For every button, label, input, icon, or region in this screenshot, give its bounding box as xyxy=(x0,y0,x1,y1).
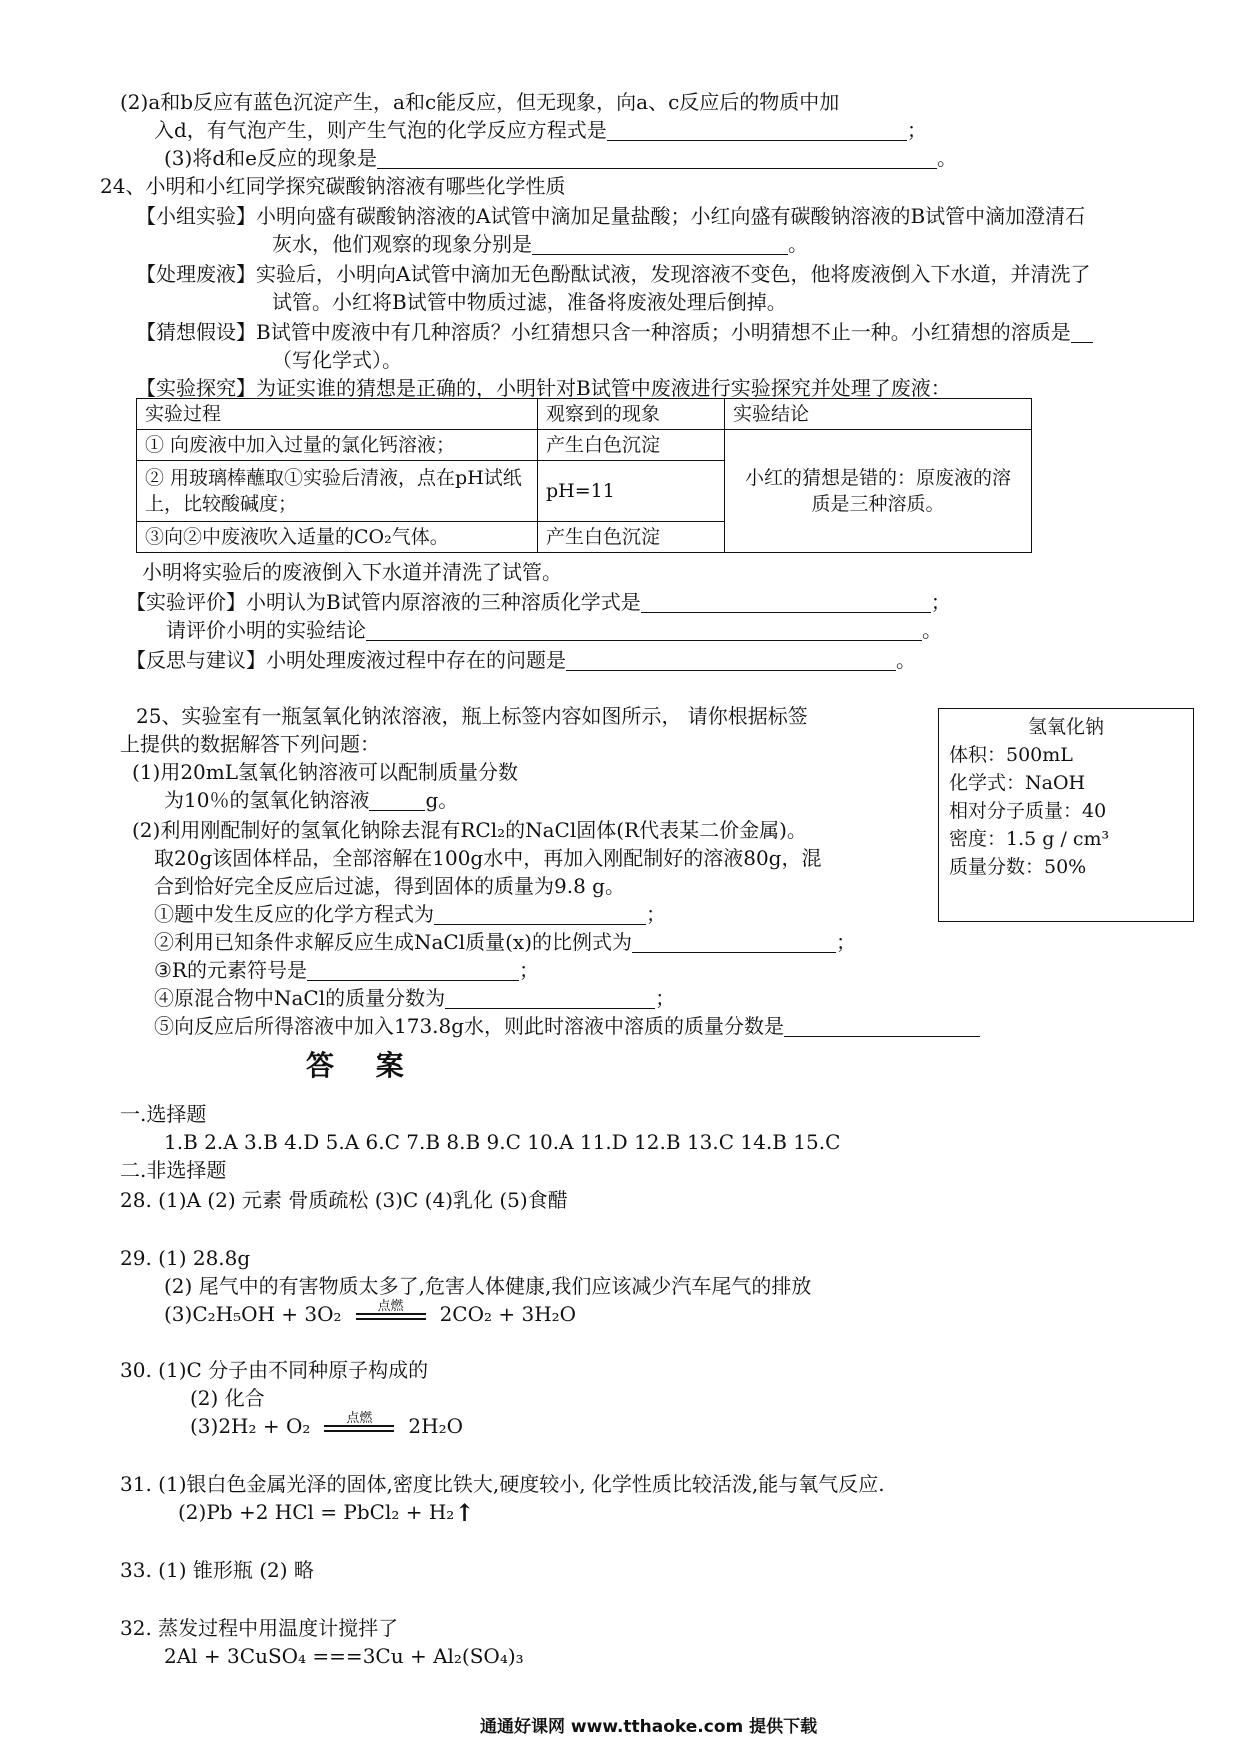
answer-33: 33. (1) 锥形瓶 (2) 略 xyxy=(120,1558,314,1582)
q24-eval-1 xyxy=(126,588,951,616)
answer-blank[interactable] xyxy=(369,790,425,811)
equation-right: 2H₂O xyxy=(408,1414,463,1438)
punct: 。 xyxy=(896,648,916,672)
q25-p1b xyxy=(164,786,458,814)
q25-s1 xyxy=(154,900,666,928)
q24-eval-1-text: 【实验评价】小明认为B试管内原溶液的三种溶质化学式是 xyxy=(126,590,641,614)
q24-eval-2 xyxy=(166,616,942,644)
q25-p2c: 合到恰好完全反应后过滤，得到固体的质量为9.8 g。 xyxy=(154,874,625,898)
label-name: 氢氧化钠 xyxy=(1027,716,1104,738)
q25-p1a: (1)用20mL氢氧化钠溶液可以配制质量分数 xyxy=(132,760,519,784)
label-mw: 相对分子质量：40 xyxy=(949,800,1107,822)
table-cell-process: ③向②中废液吹入适量的CO₂气体。 xyxy=(137,522,538,553)
answer-29-1: 29. (1) 28.8g xyxy=(120,1246,251,1270)
answer-blank[interactable] xyxy=(307,960,519,981)
answer-32-2: 2Al + 3CuSO₄ ===3Cu + Al₂(SO₄)₃ xyxy=(164,1644,524,1668)
answer-blank[interactable] xyxy=(1071,322,1093,343)
q24-explore: 【实验探究】为证实谁的猜想是正确的，小明针对B试管中废液进行实验探究并处理了废液： xyxy=(136,376,951,400)
equation-left: (3)2H₂ + O₂ xyxy=(190,1414,311,1438)
table-cell-process: ② 用玻璃棒蘸取①实验后清液，点在pH试纸上，比较酸碱度； xyxy=(137,461,538,522)
table-cell-phenomenon: 产生白色沉淀 xyxy=(538,522,725,553)
punct: 。 xyxy=(936,146,957,170)
q24-group-exp-1: 【小组实验】小明向盛有碳酸钠溶液的A试管中滴加足量盐酸；小红向盛有碳酸钠溶液的B试管中滴加澄清石 xyxy=(136,204,1086,228)
q24-title: 24、小明和小红同学探究碳酸钠溶液有哪些化学性质 xyxy=(100,174,566,198)
table-cell-phenomenon: 产生白色沉淀 xyxy=(538,430,725,461)
q24-eval-2-text: 请评价小明的实验结论 xyxy=(166,618,366,642)
answer-32-1: 32. 蒸发过程中用温度计搅拌了 xyxy=(120,1616,399,1640)
q24-guess-2: （写化学式）。 xyxy=(272,348,402,372)
label-fraction: 质量分数：50% xyxy=(949,856,1087,878)
condition-label: 点燃 xyxy=(377,1299,404,1314)
unit: g。 xyxy=(425,788,459,812)
q24-waste-2: 试管。小红将B试管中物质过滤，准备将废液处理后倒掉。 xyxy=(272,290,787,314)
q23-line2a: (2)a和b反应有蓝色沉淀产生，a和c能反应，但无现象，向a、c反应后的物质中加 xyxy=(120,90,840,114)
up-arrow-icon: ↑ xyxy=(454,1498,475,1527)
punct: ； xyxy=(836,930,857,954)
q25-s5-text: ⑤向反应后所得溶液中加入173.8g水，则此时溶液中溶质的质量分数是 xyxy=(154,1014,785,1038)
q25-s2-text: ②利用已知条件求解反应生成NaCl质量(x)的比例式为 xyxy=(154,930,633,954)
q24-group-exp-2-text: 灰水，他们观察的现象分别是 xyxy=(272,232,532,256)
table-header: 实验过程 xyxy=(137,399,538,430)
q24-group-exp-2 xyxy=(272,230,808,258)
footer-credit: 通通好课网 www.tthaoke.com 提供下载 xyxy=(480,1717,818,1737)
answer-30-1: 30. (1)C 分子由不同种原子构成的 xyxy=(120,1358,429,1382)
answer-blank[interactable] xyxy=(434,904,646,925)
punct: ； xyxy=(655,986,676,1010)
q23-line3-text: (3)将d和e反应的现象是 xyxy=(164,146,377,170)
answer-blank[interactable] xyxy=(366,620,922,641)
answer-blank[interactable] xyxy=(445,988,655,1009)
q24-reflect xyxy=(126,646,916,674)
punct: 。 xyxy=(788,232,808,256)
q23-line3 xyxy=(164,144,957,172)
answer-blank[interactable] xyxy=(377,148,937,169)
punct: ； xyxy=(646,902,666,926)
label-volume: 体积：500mL xyxy=(949,744,1073,766)
q25-s2 xyxy=(154,928,856,956)
q24-reflect-text: 【反思与建议】小明处理废液过程中存在的问题是 xyxy=(126,648,566,672)
condition-label: 点燃 xyxy=(346,1411,373,1426)
answer-29-2: (2) 尾气中的有害物质太多了,危害人体健康,我们应该减少汽车尾气的排放 xyxy=(164,1274,812,1298)
answer-28: 28. (1)A (2) 元素 骨质疏松 (3)C (4)乳化 (5)食醋 xyxy=(120,1188,568,1212)
q25-s4-text: ④原混合物中NaCl的质量分数为 xyxy=(154,986,446,1010)
table-header: 观察到的现象 xyxy=(538,399,725,430)
answer-31-1: 31. (1)银白色金属光泽的固体,密度比铁大,硬度较小, 化学性质比较活泼,能与氧气反应. xyxy=(120,1472,885,1496)
equals-condition-sign xyxy=(356,1299,426,1327)
punct: 。 xyxy=(922,618,942,642)
equation: (2)Pb +2 HCl = PbCl₂ + H₂ xyxy=(178,1500,455,1524)
table-cell-process: ① 向废液中加入过量的氯化钙溶液； xyxy=(137,430,538,461)
q25-p2a: (2)利用刚配制好的氢氧化钠除去混有RCl₂的NaCl固体(R代表某二价金属)。 xyxy=(132,818,807,842)
answer-30-2: (2) 化合 xyxy=(190,1386,265,1410)
equals-condition-sign xyxy=(324,1411,394,1439)
label-formula: 化学式：NaOH xyxy=(949,772,1086,794)
punct: ； xyxy=(930,590,951,614)
q25-s3-text: ③R的元素符号是 xyxy=(154,958,307,982)
answer-blank[interactable] xyxy=(641,592,931,613)
table-cell-phenomenon: pH=11 xyxy=(538,461,725,522)
equation-right: 2CO₂ + 3H₂O xyxy=(439,1302,577,1326)
answers-title: 答 案 xyxy=(306,1049,420,1082)
q23-line2b-text: 入d，有气泡产生，则产生气泡的化学反应方程式是 xyxy=(154,118,607,142)
q24-waste-1: 【处理废液】实验后，小明向A试管中滴加无色酚酞试液，发现溶液不变色，他将废液倒入下水道，并清洗了 xyxy=(136,262,1091,286)
q25-s5 xyxy=(154,1012,980,1040)
label-density: 密度：1.5 g / cm³ xyxy=(949,828,1110,850)
bottle-label xyxy=(938,708,1194,922)
answers-sec2: 二.非选择题 xyxy=(120,1158,227,1182)
punct: ； xyxy=(519,958,539,982)
answer-29-3 xyxy=(164,1300,576,1328)
table-header: 实验结论 xyxy=(725,399,1032,430)
answer-blank[interactable] xyxy=(607,120,907,141)
answer-blank[interactable] xyxy=(784,1016,980,1037)
q23-line2b xyxy=(154,116,927,144)
q24-guess-1 xyxy=(136,318,1093,346)
answer-30-3 xyxy=(190,1412,463,1440)
q24-guess-1-text: 【猜想假设】B试管中废液中有几种溶质？小红猜想只含一种溶质；小明猜想不止一种。小红猜想的溶质是 xyxy=(136,320,1071,344)
answer-blank[interactable] xyxy=(532,234,788,255)
q25-s1-text: ①题中发生反应的化学方程式为 xyxy=(154,902,434,926)
q25-p1b-text: 为10％的氢氧化钠溶液 xyxy=(164,788,370,812)
answer-31-2 xyxy=(178,1498,474,1527)
answers-sec1: 一.选择题 xyxy=(120,1102,207,1126)
table-row xyxy=(137,430,1032,461)
answer-blank[interactable] xyxy=(632,932,836,953)
table-header-row xyxy=(137,399,1032,430)
experiment-table xyxy=(136,398,1032,553)
q25-intro-1: 25、实验室有一瓶氢氧化钠浓溶液，瓶上标签内容如图所示， 请你根据标签 xyxy=(136,704,808,728)
equation-left: (3)C₂H₅OH + 3O₂ xyxy=(164,1302,342,1326)
answers-choices: 1.B 2.A 3.B 4.D 5.A 6.C 7.B 8.B 9.C 10.A 11.D 12.B 13.C 14.B 15.C xyxy=(164,1130,841,1154)
punct: ； xyxy=(906,118,927,142)
q24-after: 小明将实验后的废液倒入下水道并清洗了试管。 xyxy=(142,560,562,584)
q25-p2b: 取20g该固体样品，全部溶解在100g水中，再加入刚配制好的溶液80g，混 xyxy=(154,846,822,870)
q25-s3 xyxy=(154,956,539,984)
q25-s4 xyxy=(154,984,675,1012)
answer-blank[interactable] xyxy=(566,650,896,671)
q25-intro-2: 上提供的数据解答下列问题： xyxy=(120,732,380,756)
table-cell-conclusion: 小红的猜想是错的：原废液的溶质是三种溶质。 xyxy=(725,430,1032,553)
